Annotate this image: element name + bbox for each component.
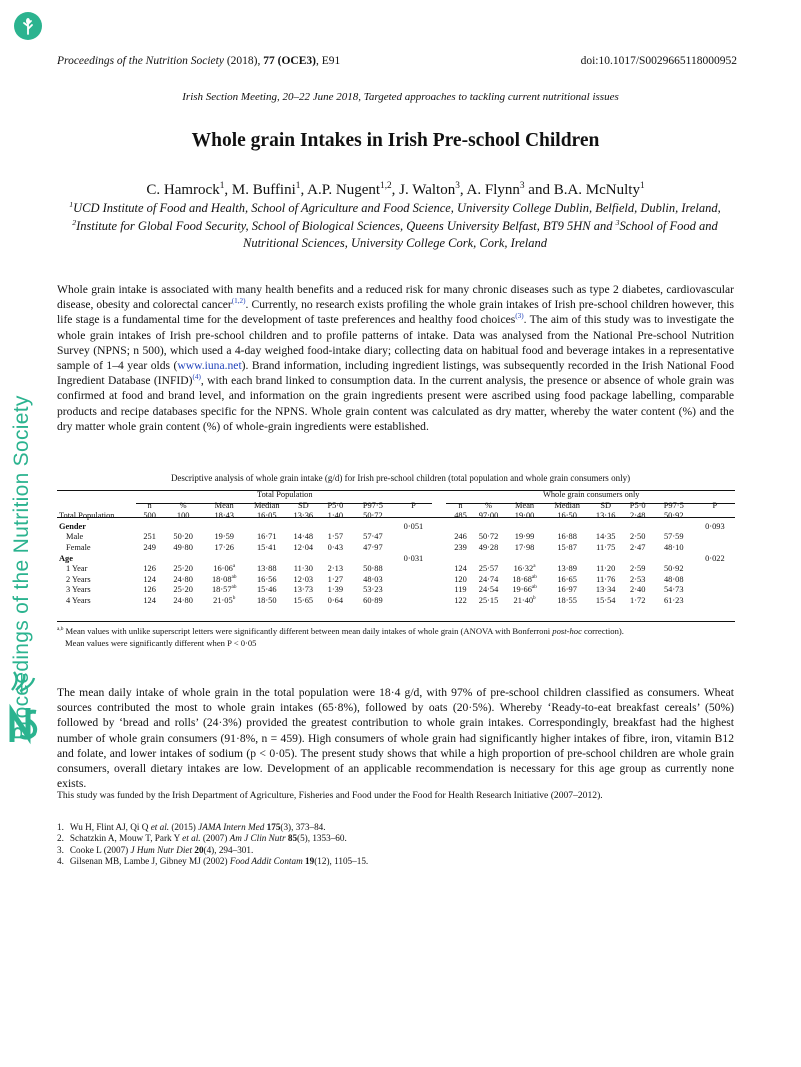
mean-cell [203,543,245,554]
table-cell [288,554,318,565]
table-cell [203,554,245,565]
table-cell [653,522,695,533]
affil-text: UCD Institute of Food and Health, School of Agriculture and Food Science, University College Dublin, Belfield, Dublin, Ireland, [73,201,721,215]
table-cell: 48·03 [363,574,383,584]
ref-text: Schatzkin A, Mouw T, Park Y [69,833,183,844]
table-cell [695,532,735,543]
table-row [57,522,735,533]
affiliations [60,200,730,253]
author-sep: , [224,182,232,198]
table-cell: 25·15 [478,595,499,605]
table-cell: 50·72 [478,532,499,542]
table-row [57,564,735,575]
table-cell: 57·47 [363,532,383,542]
table-cell [318,554,352,565]
table-cell: 500 [143,511,156,521]
society-logo [14,12,42,40]
p-value: 0·022 [705,553,725,563]
table-cell: 15·87 [557,542,577,552]
abstract-text: . The aim of this study was to investigate the whole grain intakes of Irish pre-school children and to profile patterns of intake. Data was analysed from the National Pre-school Nutrition Survey (NPNS; n 500), which used a 4-day weighed food-intake diary; collecting data on habitual food and beverage intakes in a representative sample of 1–4 year olds ( [57,313,734,373]
mean-value: 19·99 [514,532,535,542]
table-cell: 15·46 [256,585,277,595]
journal-page: , E91 [315,55,341,67]
col-header: P97·5 [663,500,684,510]
sig-letter: ab [231,584,237,591]
affil-text: Institute for Global Food Security, School of Biological Sciences, Queens University Belfast, BT9 5HN and [76,218,616,233]
table-cell [245,554,288,565]
table-cell [623,554,653,565]
col-header: % [179,500,187,510]
mean-value: 16·32 [513,564,534,574]
table-cell: 48·10 [663,542,684,552]
table-cell [393,575,433,586]
table-cell [433,585,447,596]
mean-value: 19·59 [214,532,234,542]
table-cell [546,522,589,533]
ref-etal: et al. [182,833,201,844]
ref-number: 1. [57,822,64,832]
table-cell: 0·43 [327,542,344,552]
ref-text: Cooke L (2007) [69,844,131,855]
table-cell: 2·13 [327,564,344,574]
col-header: P5·0 [629,500,646,510]
reference-item [57,833,368,844]
table-cell: 11·76 [596,574,616,584]
author-affil-sup: 1 [639,181,645,191]
table-cell [136,554,163,565]
table-cell: 16·05 [256,511,277,521]
table-cell: 122 [454,595,467,605]
table-cell [352,554,393,565]
author-name: A.P. Nugent [307,182,381,198]
table-cell: 24·80 [173,595,193,605]
table-cell: 124 [143,574,156,584]
ref-text: Wu H, Flint AJ, Qi Q [69,822,151,832]
table-cell [433,543,447,554]
table-cell: 1·72 [630,595,646,605]
paper-title: Whole grain Intakes in Irish Pre-school Children [191,130,600,151]
table-cell: 126 [143,585,156,595]
row-label: 1 Year [66,564,88,574]
table-footnote [57,626,737,649]
ref-text: (2015) [169,822,199,832]
table-cell: 15·54 [595,595,616,605]
table-rule-bottom [57,621,735,622]
journal-name: Proceedings of the Nutrition Society [57,55,224,67]
footnote-text: Mean values with unlike superscript letters were significantly different between mean daily intakes of whole grain (ANOVA with Bonferroni [63,626,553,636]
table-corner [57,490,136,501]
col-header: % [485,500,493,510]
ref-journal: J Hum Nutr Diet [130,844,193,855]
table-row [57,596,735,607]
mean-value: 16·06 [213,564,233,574]
table-cell: 25·20 [173,585,193,595]
mean-cell [504,564,546,575]
table-cell [163,554,203,565]
table-cell: 11·20 [596,564,616,574]
table-cell: 13·89 [557,564,577,574]
citation-ref[interactable]: (1,2) [231,297,246,306]
sig-letter: ab [531,584,537,591]
table-cell: 60·89 [363,595,383,605]
table-cell: 16·65 [557,574,577,584]
table-cell [433,522,447,533]
mean-value: 17·26 [214,542,234,552]
table-cell: 2·59 [630,564,646,574]
abstract-paragraph [57,282,734,434]
group-header-consumers: Whole grain consumers only [542,490,640,499]
table-cell [695,543,735,554]
affil-text: School of Food and Nutritional Sciences, University College Cork, Cork, Ireland [242,218,718,250]
journal-citation [57,55,340,67]
mean-cell [504,596,546,607]
col-header: P5·0 [327,500,344,510]
row-label: 3 Years [66,585,91,595]
author-affil-sup: 3 [455,181,460,191]
col-header: Median [554,500,580,510]
author-name: B.A. McNulty [553,182,640,198]
table-cell: 57·59 [663,532,684,542]
footnote-text: correction). [581,626,624,636]
reference-item [57,822,368,833]
ref-text: (3), 373–84. [280,822,326,832]
mean-cell [504,532,546,543]
table-cell: 16·56 [256,574,277,584]
col-header: SD [600,500,612,510]
table-cell [474,554,504,565]
table-cell [203,522,245,533]
mean-value: 18·57 [211,585,232,595]
table-cell: 50·92 [663,511,684,521]
ref-number: 4. [57,856,64,867]
table-cell [433,532,447,543]
mean-value: 18·43 [214,511,234,521]
author-name: M. Buffini [231,182,296,198]
abstract-text: . Currently, no research exists profiling the whole grain intakes of Irish pre-school children however, this life stage is a fundamental time for the development of taste preferences and healthy food choices [57,298,734,327]
table-row [57,575,735,586]
author-sep: , [300,182,308,198]
table-cell [695,564,735,575]
author-name: C. Hamrock [146,182,220,198]
ref-volume: 175 [266,822,281,832]
mean-value: 17·98 [514,542,535,552]
doi[interactable]: doi:10.1017/S0029665118000952 [580,55,737,67]
table-cell [589,554,623,565]
table-cell: 2·53 [630,574,646,584]
table-cell: 49·80 [173,542,193,552]
table-cell: 1·27 [327,574,344,584]
table-cell [546,554,589,565]
row-label: Female [66,542,91,552]
table-cell [393,511,433,522]
table-cell [695,596,735,607]
col-header: P97·5 [362,500,383,510]
table-cell: 16·50 [557,511,577,521]
col-header: Mean [214,500,234,510]
sig-letter: b [232,595,236,602]
results-paragraph: The mean daily intake of whole grain in the total population were 18·4 g/d, with 97% of pre-school children classified as consumers. Wheat sources contributed the most to whole grain intakes (65·8%), followed by oats (20·5%). Whereby ‘Ready-to-eat breakfast cereals’ (50%) followed by ‘bread and rolls’ (24·3%) provided the greatest contribution to whole grain intakes. Correspondingly, breakfast had the highest number of whole grain consumers (91·8%, n = 459). High consumers of whole grain had significantly higher intakes of fibre, iron, vitamin B12 and folate, and lower intakes of sodium (p < 0·05). The present study shows that while a high proportion of pre-school children are whole grain consumers, overall dietary intakes are low. Development of an applicable recommendation is necessary for this age group as currently none exists. [57,686,734,791]
col-header: n [147,500,152,510]
sig-letter: ab [531,573,537,580]
mean-cell [203,532,245,543]
table-cell [393,596,433,607]
row-label: Total Population [59,511,115,521]
footnote-italic: post-hoc [552,626,582,636]
table-cell: 13·16 [595,511,616,521]
table-cell [288,522,318,533]
table-cell: 120 [454,574,467,584]
table-cell: 12·04 [293,542,314,552]
ref-journal: JAMA Intern Med [198,822,265,832]
mean-value: 19·00 [514,511,535,521]
footnote-marker: a,b [57,626,64,633]
affil-sup: 1 [69,199,74,209]
table-caption: Descriptive analysis of whole grain intake (g/d) for Irish pre-school children (total population and whole grain consumers only) [170,473,631,483]
table-cell [589,522,623,533]
mean-cell [203,596,245,607]
table-cell: 61·23 [663,595,684,605]
table-cell: 16·97 [557,585,577,595]
col-header: SD [297,500,309,510]
table-cell [653,554,695,565]
table-cell: 50·20 [173,532,193,542]
table-cell: 53·23 [363,585,383,595]
author-sep: and [524,182,554,198]
table-cell [393,564,433,575]
ref-text: (2007) [200,833,230,844]
p-value: 0·031 [403,553,424,563]
table-cell: 13·88 [256,564,277,574]
table-cell [695,511,735,522]
ref-text: Gilsenan MB, Lambe J, Gibney MJ (2002) [69,856,230,867]
table-cell: 50·88 [363,564,383,574]
table-cell: 16·88 [557,532,577,542]
table-cell: 25·20 [173,564,193,574]
ref-number: 3. [57,844,64,855]
table-cell: 0·64 [327,595,344,605]
table-row [57,511,735,522]
mean-value: 18·68 [512,574,532,584]
row-label: 2 Years [66,574,91,584]
table-cell: 11·30 [293,564,313,574]
table-cell [433,554,447,565]
table-cell: 246 [454,532,467,542]
table-cell: 249 [143,542,156,552]
p-value: 0·051 [403,521,424,531]
row-label: Male [66,532,84,542]
table-cell: 25·57 [478,564,499,574]
table-cell: 251 [143,532,156,542]
mean-cell [504,511,546,522]
table-cell: 119 [454,585,467,595]
sig-letter: b [533,595,536,602]
col-header: P [712,500,718,510]
leaf-icon [19,17,37,35]
iuna-link[interactable]: www.iuna.net [177,359,242,373]
table-cell: 100 [176,511,190,521]
author-list [0,182,791,199]
journal-volume: 77 (OCE3) [263,55,316,67]
mean-value: 19·66 [512,585,532,595]
citation-ref[interactable]: (3) [515,312,524,321]
table-cell: 15·41 [256,542,277,552]
footnote-text: Mean values were significantly different when P < 0·05 [65,637,257,648]
affil-sup: 2 [72,217,77,227]
mean-cell [504,575,546,586]
table-cell: 15·65 [293,595,314,605]
table-cell [623,522,653,533]
group-header-total: Total Population [257,490,313,499]
table-cell [318,522,352,533]
affil-sup: 3 [615,217,620,227]
table-cell [393,543,433,554]
ref-volume: 19 [305,856,315,867]
ref-journal: Am J Clin Nutr [229,833,286,844]
author-name: J. Walton [399,182,456,198]
table-cell: 13·36 [293,511,314,521]
col-header: n [458,500,463,510]
ref-journal: Food Addit Contam [229,856,303,867]
table-cell: 49·28 [478,542,499,552]
table-cell: 11·75 [596,542,616,552]
table-cell [695,575,735,586]
reference-item [57,845,368,856]
col-header: Mean [515,500,535,510]
table-cell: 124 [143,595,156,605]
table-cell: 239 [454,542,467,552]
sig-letter: a [533,563,536,570]
ref-text: (4), 294–301. [203,844,254,855]
table-cell: 14·35 [595,532,616,542]
mean-cell [203,564,245,575]
table-cell [245,522,288,533]
table-cell [695,585,735,596]
sig-letter: ab [231,573,237,580]
table-cell: 126 [143,564,156,574]
author-affil-sup: 1,2 [380,181,392,191]
table-cell: 13·34 [595,585,616,595]
side-brand-text: Proceedings of the Nutrition Society [10,395,33,740]
author-sep: , [391,182,400,198]
p-value: 0·093 [705,521,725,531]
mean-cell [504,543,546,554]
table-cell: 50·72 [363,511,383,521]
table-cell: 18·50 [256,595,277,605]
table-cell: 50·92 [663,564,684,574]
author-affil-sup: 3 [519,181,525,191]
table-cell: 1·40 [327,511,344,521]
table-cell: 24·74 [478,574,499,584]
table-cell: 13·73 [293,585,314,595]
table-cell: 16·71 [256,532,277,542]
col-header: Median [253,500,280,510]
table-cell: 124 [454,564,467,574]
table-cell: 2·47 [630,542,646,552]
ref-volume: 20 [194,844,204,855]
col-header: P [411,500,416,510]
abstract-text: , with each brand linked to consumption data. In the current analysis, the presence or absence of whole grain was confirmed at food and brand level, and information on the grain ingredients present were ascribed using food package labelling, comparable products and recipe databases specific for the NPNS. Whole grain content was calculated as dry matter, whereby the water content (%) and the dry matter whole grain content (%) of whole-grain ingredients were established. [57,374,735,433]
author-affil-sup: 1 [295,181,301,191]
abstract-text: Whole grain intake is associated with many health benefits and a reduced risk for many chronic diseases such as type 2 diabetes, cardiovascular disease, obesity and colorectal cancer [57,283,734,312]
sig-letter: a [232,563,236,570]
table-row [57,585,735,596]
mean-value: 18·08 [211,574,232,584]
table-cell: 54·73 [663,585,684,595]
ref-text: (12), 1105–15. [314,856,369,867]
table-cell [433,511,447,522]
mean-value: 21·05 [213,595,233,605]
table-cell [504,522,546,533]
ref-text: (5), 1353–60. [297,833,347,844]
mean-cell [203,585,245,596]
table-cell: 2·40 [630,585,646,595]
table-cell [474,522,504,533]
reference-list [57,822,368,868]
table-row [57,532,735,543]
table-cell: 12·03 [293,574,314,584]
table-cell: 1·57 [327,532,344,542]
table-cell [433,564,447,575]
table-cell [393,585,433,596]
author-sep: , [459,182,467,198]
table-cell: 47·97 [363,542,383,552]
row-group-label: Gender [59,521,86,531]
table-cell [504,554,546,565]
mean-value: 21·40 [513,595,534,605]
table-cell [393,532,433,543]
table-row [57,543,735,554]
table-cell [163,522,203,533]
author-affil-sup: 1 [219,181,225,191]
citation-ref[interactable]: (4) [192,373,201,382]
row-group-label: Age [59,553,73,563]
table-cell: 14·48 [293,532,314,542]
funding-statement: This study was funded by the Irish Department of Agriculture, Fisheries and Food under the Food for Health Research Initiative (2007–2012). [57,790,603,801]
journal-year: (2018), [226,55,261,67]
table-cell [433,575,447,586]
ref-etal: et al. [150,822,170,832]
table-body [57,511,735,606]
table-cell: 97·00 [478,511,499,521]
abstract-text: ). Brand information, including ingredient listings, was subsequently recorded in the Irish National Food Ingredient Database (INFID) [57,359,734,388]
table-cell: 2·48 [630,511,646,521]
meeting-info: Irish Section Meeting, 20–22 June 2018, Targeted approaches to tackling current nutritional issues [182,91,619,103]
table-cell [447,522,473,533]
intake-table [57,490,735,607]
mean-cell [203,511,245,522]
mean-cell [504,585,546,596]
table-cell [352,522,393,533]
row-label: 4 Years [66,595,91,605]
table-cell: 48·08 [663,574,684,584]
table-cell [447,554,473,565]
table-cell: 1·39 [327,585,344,595]
table-cell: 18·55 [557,595,577,605]
table-cell: 24·54 [478,585,499,595]
reference-item [57,856,368,867]
author-name: A. Flynn [466,182,520,198]
table-cell: 2·50 [630,532,646,542]
table-cell: 24·80 [173,574,193,584]
table-cell [433,596,447,607]
ref-volume: 85 [287,833,298,844]
table-row [57,554,735,565]
table-cell: 485 [454,511,467,521]
ref-number: 2. [57,833,64,844]
mean-cell [203,575,245,586]
table-cell [136,522,163,533]
